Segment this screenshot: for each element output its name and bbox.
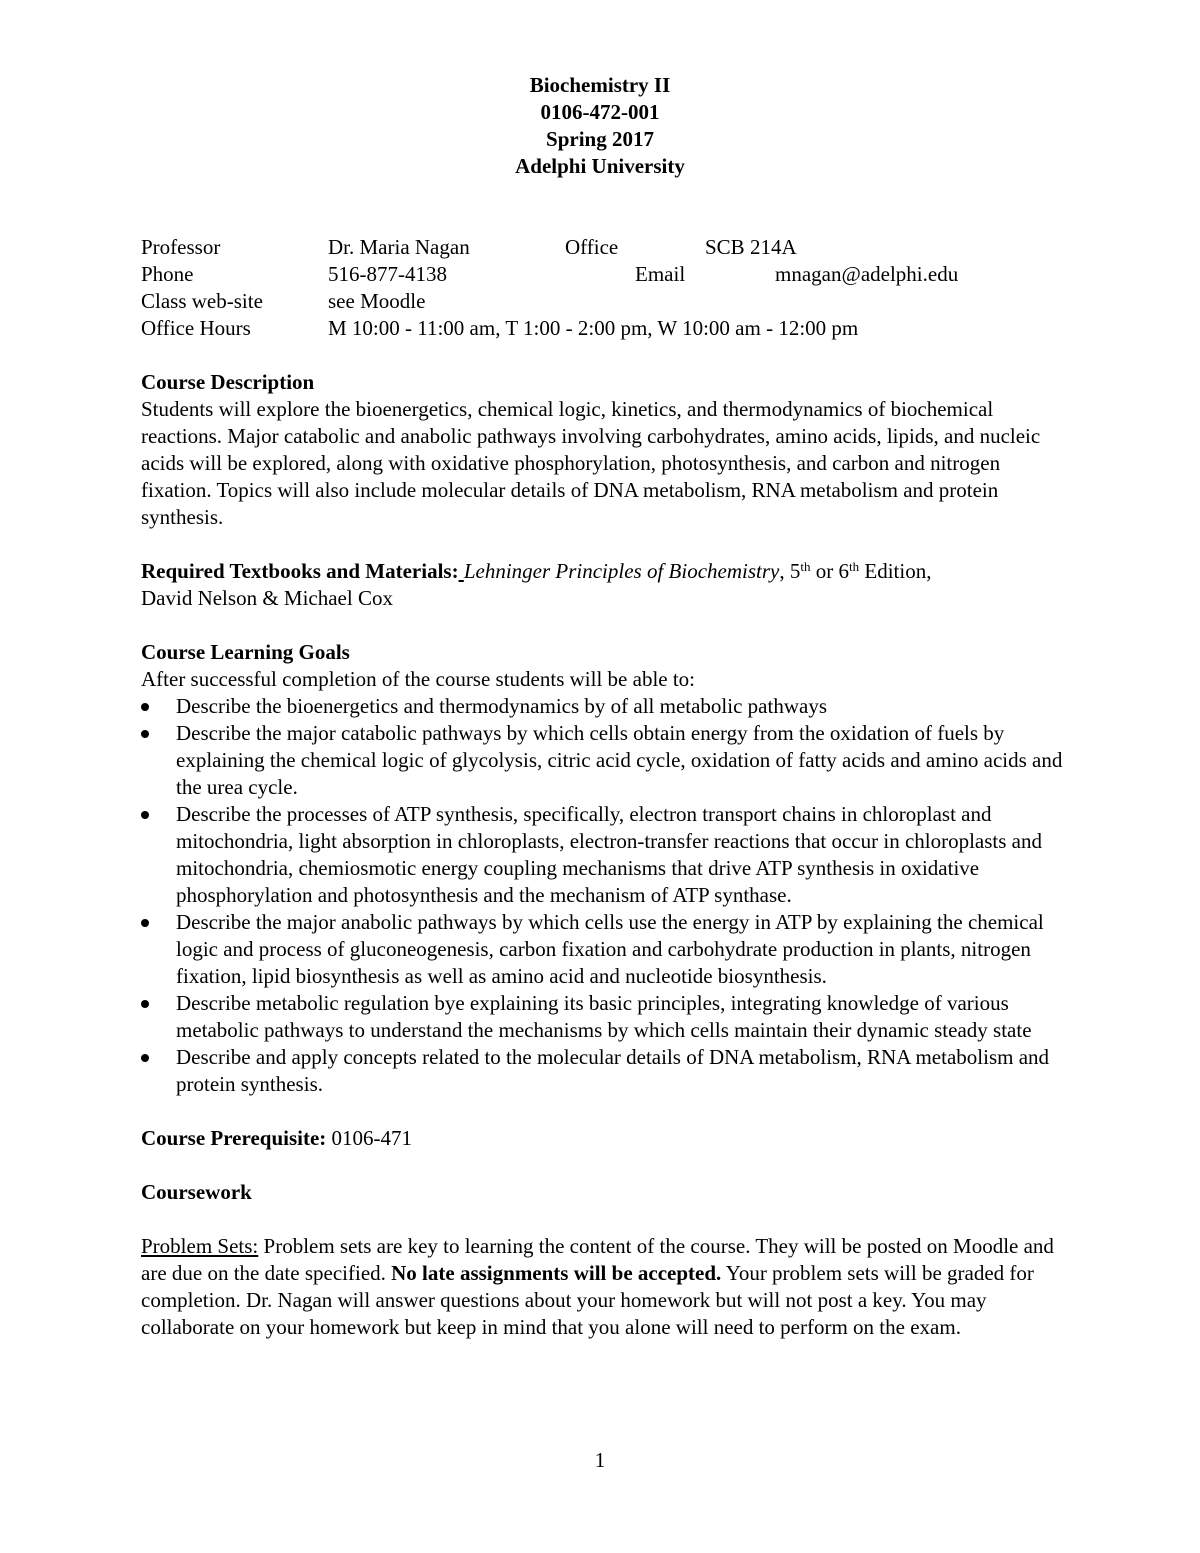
textbook-edition: Edition, bbox=[859, 559, 932, 583]
prerequisite-heading: Course Prerequisite: bbox=[141, 1126, 327, 1150]
course-code: 0106-472-001 bbox=[540, 100, 660, 124]
document-header bbox=[0, 72, 1200, 180]
list-item bbox=[141, 693, 1071, 720]
goal-text: Describe the bioenergetics and thermodynamics by of all metabolic pathways bbox=[176, 694, 827, 718]
textbook-sup-2: th bbox=[849, 559, 860, 574]
list-item bbox=[141, 801, 1071, 909]
contact-info bbox=[141, 234, 1071, 342]
textbook-sup-1: th bbox=[800, 559, 811, 574]
textbook-paragraph bbox=[141, 558, 1071, 612]
office-value: SCB 214A bbox=[705, 235, 797, 259]
bullet-icon bbox=[141, 919, 149, 927]
textbook-title: Lehninger Principles of Biochemistry bbox=[463, 559, 780, 583]
goal-text: Describe the major anabolic pathways by which cells use the energy in ATP by explaining the chemical logic and process of gluconeogenesis, carbon fixation and carbohydrate production in plants, nitrogen fixation, lipid biosynthesis as well as amino acid and nucleotide biosynthesis. bbox=[176, 910, 1044, 988]
office-label: Office bbox=[565, 235, 619, 259]
course-description-heading: Course Description bbox=[141, 370, 315, 394]
problem-sets-text-1: Problem sets are key to learning the content of the course. They will be posted on Moodle and are due on the date specified. bbox=[141, 1234, 1054, 1285]
goal-text: Describe the processes of ATP synthesis, specifically, electron transport chains in chloroplast and mitochondria, light absorption in chloroplasts, electron-transfer reactions that occur in chloroplasts and mitochondria, chemiosmotic energy coupling mechanisms that drive ATP synthesis in oxidative phosphorylation and photosynthesis and the mechanism of ATP synthase. bbox=[176, 802, 1043, 907]
coursework-heading: Coursework bbox=[141, 1180, 252, 1204]
bullet-icon bbox=[141, 703, 149, 711]
course-term: Spring 2017 bbox=[546, 127, 654, 151]
bullet-icon bbox=[141, 1054, 149, 1062]
email-label: Email bbox=[635, 262, 686, 286]
goal-text: Describe the major catabolic pathways by which cells obtain energy from the oxidation of fuels by explaining the chemical logic of glycolysis, citric acid cycle, oxidation of fatty acids and amino acids and the urea cycle. bbox=[176, 721, 1063, 799]
professor-label: Professor bbox=[141, 235, 221, 259]
website-value: see Moodle bbox=[328, 289, 426, 313]
office-hours-label: Office Hours bbox=[141, 316, 251, 340]
bullet-icon bbox=[141, 1000, 149, 1008]
learning-goals-intro: After successful completion of the course students will be able to: bbox=[141, 667, 696, 691]
prerequisite-paragraph bbox=[141, 1125, 1071, 1152]
website-label: Class web-site bbox=[141, 289, 263, 313]
problem-sets-paragraph bbox=[141, 1233, 1071, 1341]
textbook-heading: Required Textbooks and Materials: bbox=[141, 559, 459, 583]
course-title: Biochemistry II bbox=[529, 73, 671, 97]
info-row-website bbox=[141, 288, 1071, 315]
info-row-phone bbox=[141, 261, 1071, 288]
textbook-authors: David Nelson & Michael Cox bbox=[141, 586, 393, 610]
info-row-hours bbox=[141, 315, 1071, 342]
textbook-or: or 6 bbox=[810, 559, 849, 583]
bullet-icon bbox=[141, 811, 149, 819]
page-number: 1 bbox=[594, 1448, 606, 1472]
bullet-icon bbox=[141, 730, 149, 738]
problem-sets-label: Problem Sets: bbox=[141, 1234, 259, 1258]
syllabus-body bbox=[141, 234, 1071, 1341]
list-item bbox=[141, 909, 1071, 990]
course-description-text: Students will explore the bioenergetics, chemical logic, kinetics, and thermodynamics of biochemical reactions. Major catabolic and anabolic pathways involving carbohydrates, amino acids, lipids, and nucleic acids will be explored, along with oxidative phosphorylation, photosynthesis, and carbon and nitrogen fixation. Topics will also include molecular details of DNA metabolism, RNA metabolism and protein synthesis. bbox=[141, 397, 1041, 529]
learning-goals-heading: Course Learning Goals bbox=[141, 640, 350, 664]
phone-value: 516-877-4138 bbox=[328, 262, 447, 286]
info-row-professor bbox=[141, 234, 1071, 261]
learning-goals-list bbox=[141, 693, 1071, 1098]
list-item bbox=[141, 990, 1071, 1044]
list-item bbox=[141, 720, 1071, 801]
phone-label: Phone bbox=[141, 262, 194, 286]
email-value[interactable]: mnagan@adelphi.edu bbox=[775, 262, 959, 286]
goal-text: Describe metabolic regulation bye explaining its basic principles, integrating knowledge of various metabolic pathways to understand the mechanisms by which cells maintain their dynamic steady state bbox=[176, 991, 1032, 1042]
office-hours-value: M 10:00 - 11:00 am, T 1:00 - 2:00 pm, W 10:00 am - 12:00 pm bbox=[328, 316, 859, 340]
textbook-edition-prefix: , 5 bbox=[779, 559, 801, 583]
goal-text: Describe and apply concepts related to the molecular details of DNA metabolism, RNA metabolism and protein synthesis. bbox=[176, 1045, 1050, 1096]
list-item bbox=[141, 1044, 1071, 1098]
problem-sets-text-2: Your problem sets will be graded for completion. Dr. Nagan will answer questions about your homework but will not post a key. You may collaborate on your homework but keep in mind that you alone will need to perform on the exam. bbox=[141, 1261, 1034, 1339]
late-policy: No late assignments will be accepted. bbox=[391, 1261, 722, 1285]
university-name: Adelphi University bbox=[515, 154, 685, 178]
professor-value: Dr. Maria Nagan bbox=[328, 235, 470, 259]
prerequisite-value: 0106-471 bbox=[326, 1126, 413, 1150]
